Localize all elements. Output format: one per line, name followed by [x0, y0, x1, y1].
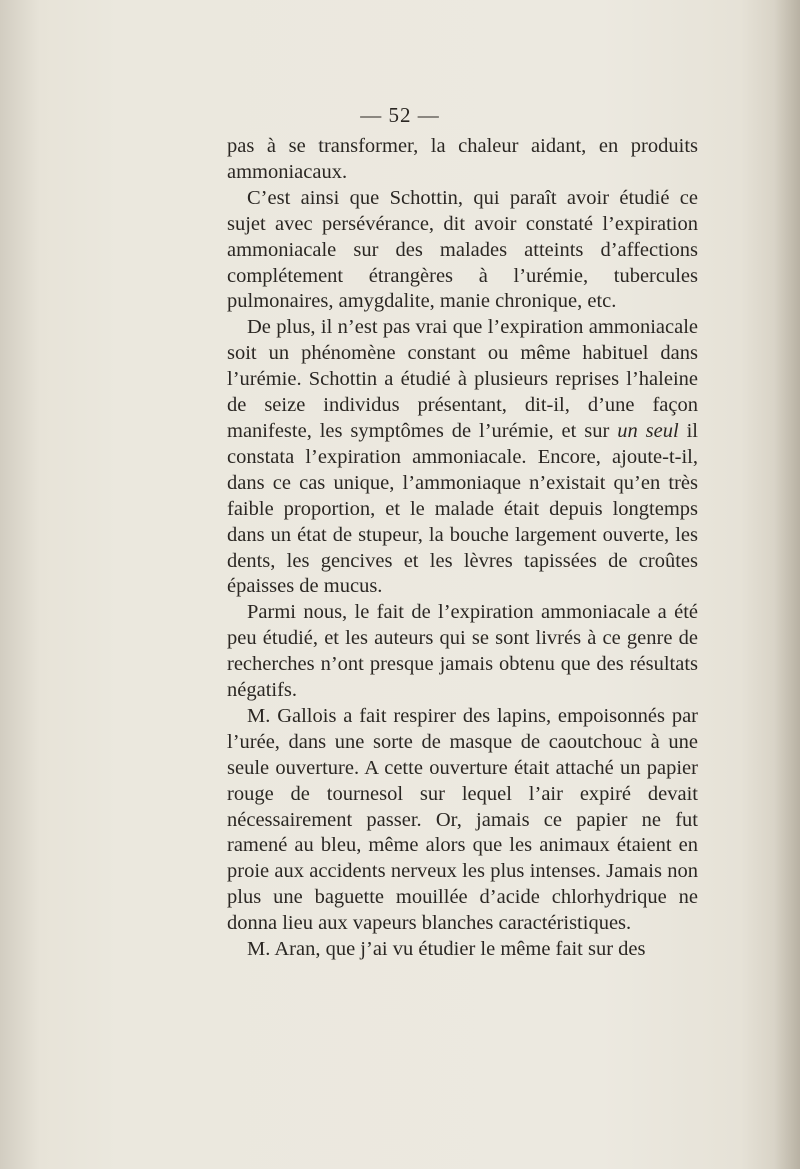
paragraph-1: pas à se transformer, la chaleur aidant, en produits ammoniacaux.	[227, 135, 698, 183]
paragraph-5: M. Gallois a fait respirer des lapins, empoisonnés par l’urée, dans une sorte de masque de caoutchouc à une seule ouverture. A cette ouverture était attaché un papier rouge de tournesol sur lequel l’air expiré devait nécessairement passer. Or, jamais ce papier ne fut ramené au bleu, même alors que les animaux étaient en proie aux accidents nerveux les plus intenses. Jamais non plus une baguette mouillée d’acide chlorhydrique ne donna lieu aux vapeurs blanches caractéristiques.	[227, 704, 698, 935]
paragraph-6: M. Aran, que j’ai vu étudier le même fait sur des	[247, 938, 646, 961]
page-number: — 52 —	[360, 103, 440, 127]
body-text	[227, 134, 698, 963]
paragraph-3	[227, 315, 698, 600]
page-edge-shadow	[774, 0, 800, 1169]
paragraph-3-end: il constata l’expiration ammoniacale. Encore, ajoute-t-il, dans ce cas unique, l’ammoniaque n’existait qu’en très faible proportion, et le malade était depuis longtemps dans un état de stupeur, la bouche largement ouverte, les dents, les gencives et les lèvres tapissées de croûtes épaisses de mucus.	[227, 419, 698, 598]
paragraph-3-italic-phrase: un seul	[617, 419, 679, 442]
paragraph-2: C’est ainsi que Schottin, qui paraît avoir étudié ce sujet avec persévérance, dit avoir constaté l’expiration ammoniacale sur des malades atteints d’affections complétement étrangères à l’urémie, tubercules pulmonaires, amygdalite, manie chronique, etc.	[227, 186, 698, 313]
paragraph-4: Parmi nous, le fait de l’expiration ammoniacale a été peu étudié, et les auteurs qui se sont livrés à ce genre de recherches n’ont presque jamais obtenu que des résultats négatifs.	[227, 601, 698, 702]
paragraph-3-start: De plus, il n’est pas vrai que l’expiration ammoniacale soit un phénomène constant ou même habituel dans l’urémie. Schottin a étudié à plusieurs reprises l’haleine de seize individus présentant, dit-il, d’une façon manifeste, les symptômes de l’urémie, et sur	[227, 316, 698, 442]
